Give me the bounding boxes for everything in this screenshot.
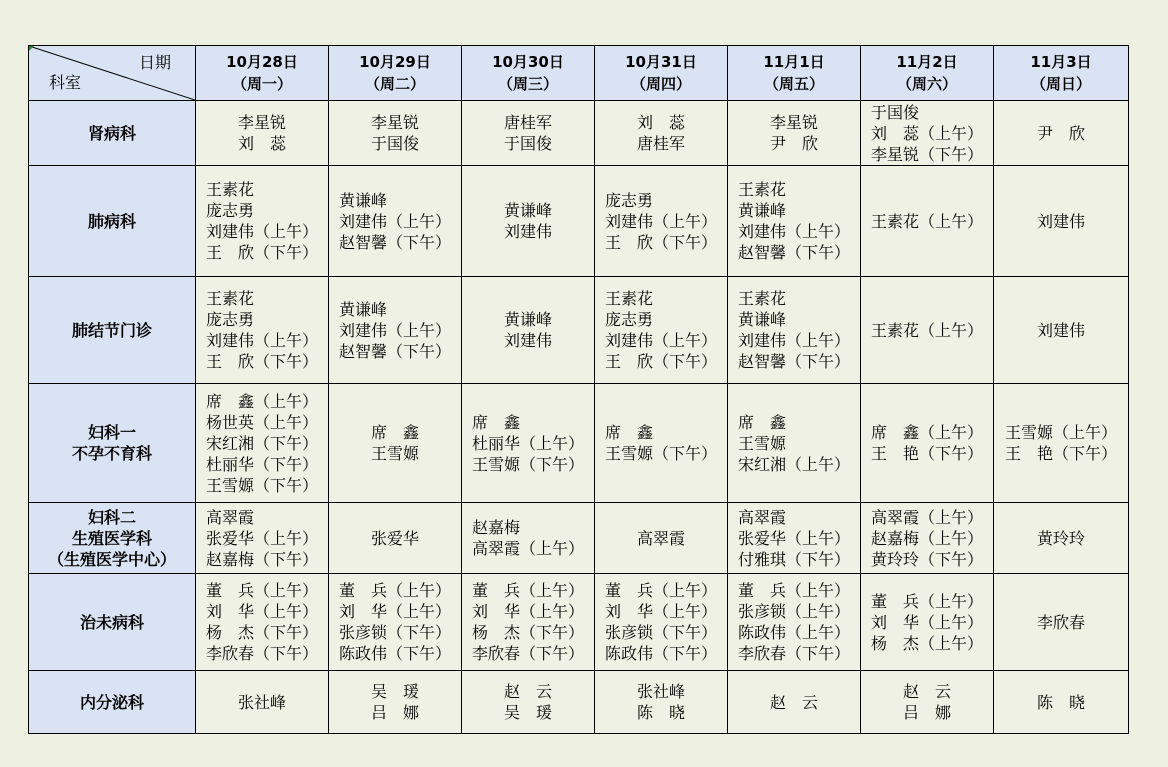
- doctor-name: 高翠霞: [636, 528, 685, 548]
- doctor-name: 杨世英（上午）: [205, 412, 318, 432]
- doctor-name: 李星锐: [237, 113, 286, 132]
- dept-label-cell: [29, 574, 196, 671]
- doctor-name: 王素花（上午）: [870, 320, 983, 340]
- table-row: [29, 384, 1129, 503]
- doctor-list: [871, 591, 983, 654]
- doctor-list: [238, 692, 286, 713]
- doctor-list: [1037, 612, 1085, 633]
- doctor-list: [738, 179, 850, 263]
- doctor-list: [472, 517, 584, 559]
- doctor-name: 黄谦峰: [338, 299, 387, 319]
- doctor-name: 于国俊: [503, 134, 552, 153]
- day-header-cell: [728, 46, 861, 101]
- doctor-cell: [329, 384, 462, 503]
- doctor-name: 李欣春: [1036, 612, 1085, 632]
- doctor-name: 赵嘉梅（上午）: [870, 528, 983, 548]
- doctor-name: 赵智馨（下午）: [737, 352, 850, 371]
- doctor-list: [371, 422, 419, 464]
- doctor-name: 刘建伟（上午）: [205, 222, 318, 241]
- doctor-name: 刘 蕊: [237, 134, 286, 153]
- doctor-name: 王素花: [737, 180, 786, 199]
- doctor-list: [472, 412, 584, 475]
- doctor-cell: [329, 503, 462, 574]
- doctor-cell: [462, 277, 595, 384]
- doctor-name: 席 鑫: [471, 412, 520, 432]
- doctor-list: [206, 391, 318, 496]
- dept-name: 妇科一: [87, 423, 136, 442]
- doctor-list: [871, 211, 983, 232]
- doctor-cell: [861, 101, 994, 166]
- doctor-name: 杜丽华（下午）: [205, 454, 318, 474]
- header-row: [29, 46, 1129, 101]
- doctor-list: [206, 580, 318, 664]
- dept-label-cell: [29, 503, 196, 574]
- doctor-name: 刘 华（上午）: [870, 612, 983, 632]
- day-weekday: （周一）: [231, 75, 292, 93]
- doctor-name: 杨 杰（下午）: [205, 623, 318, 642]
- dept-name: 妇科二: [87, 507, 136, 527]
- doctor-name: 刘 华（上午）: [338, 602, 451, 621]
- doctor-name: 赵智馨（下午）: [338, 341, 451, 361]
- doctor-cell: [994, 101, 1129, 166]
- doctor-name: 高翠霞: [205, 507, 254, 527]
- doctor-name: 黄谦峰: [503, 310, 552, 329]
- doctor-name: 刘建伟: [1036, 211, 1085, 231]
- day-weekday: （周三）: [497, 75, 558, 93]
- doctor-list: [339, 190, 451, 253]
- doctor-name: 庞志勇: [604, 310, 653, 329]
- doctor-name: 王 欣（下午）: [604, 232, 717, 252]
- doctor-name: 杨 杰（下午）: [471, 623, 584, 642]
- doctor-name: 张彦锁（下午）: [338, 623, 451, 642]
- table-row: [29, 277, 1129, 384]
- doctor-name: 赵嘉梅: [471, 518, 520, 537]
- doctor-name: 王 艳（下午）: [1004, 444, 1117, 463]
- doctor-list: [1037, 320, 1085, 341]
- doctor-name: 赵智馨（下午）: [737, 243, 850, 262]
- doctor-name: 刘 华（上午）: [604, 602, 717, 621]
- doctor-name: 张社峰: [237, 692, 286, 712]
- doctor-name: 张爱华（上午）: [205, 528, 318, 548]
- doctor-name: 王素花: [205, 180, 254, 199]
- doctor-name: 尹 欣: [769, 134, 818, 153]
- doctor-name: 王素花: [737, 289, 786, 308]
- doctor-name: 唐桂军: [636, 134, 685, 153]
- doctor-name: 李星锐: [769, 113, 818, 132]
- doctor-name: 刘建伟: [503, 222, 552, 241]
- doctor-name: 陈 晓: [636, 703, 685, 722]
- doctor-cell: [595, 574, 728, 671]
- doctor-name: 付雅琪（下午）: [737, 549, 850, 569]
- doctor-list: [1037, 211, 1085, 232]
- doctor-list: [903, 681, 951, 723]
- day-weekday: （周六）: [896, 75, 957, 93]
- doctor-cell: [728, 101, 861, 166]
- doctor-name: 王雪嫄（下午）: [604, 444, 717, 463]
- doctor-name: 高翠霞: [737, 507, 786, 527]
- doctor-cell: [196, 277, 329, 384]
- doctor-cell: [595, 101, 728, 166]
- doctor-name: 赵 云: [503, 682, 552, 701]
- doctor-list: [371, 528, 419, 549]
- doctor-name: 赵嘉梅（下午）: [205, 549, 318, 569]
- doctor-name: 刘建伟（上午）: [737, 331, 850, 350]
- dept-label-cell: [29, 166, 196, 277]
- doctor-cell: [329, 166, 462, 277]
- doctor-cell: [994, 503, 1129, 574]
- doctor-list: [871, 507, 983, 570]
- dept-name: （生殖医学中心）: [47, 549, 176, 569]
- duty-schedule-table: [28, 45, 1129, 734]
- doctor-list: [371, 112, 419, 154]
- doctor-list: [871, 320, 983, 341]
- table-row: [29, 671, 1129, 734]
- doctor-name: 刘建伟（上午）: [604, 211, 717, 231]
- corner-header-cell: [29, 46, 196, 101]
- doctor-name: 陈 晓: [1036, 692, 1085, 712]
- day-header-cell: [462, 46, 595, 101]
- doctor-list: [504, 309, 552, 351]
- doctor-cell: [861, 277, 994, 384]
- doctor-name: 李欣春（下午）: [737, 644, 850, 663]
- cell-marker-icon: [29, 46, 34, 51]
- doctor-cell: [462, 384, 595, 503]
- doctor-list: [605, 190, 717, 253]
- doctor-list: [605, 422, 717, 464]
- doctor-list: [504, 112, 552, 154]
- doctor-name: 赵 云: [769, 692, 818, 712]
- doctor-list: [206, 179, 318, 263]
- day-weekday: （周日）: [1030, 75, 1091, 93]
- doctor-cell: [462, 671, 595, 734]
- doctor-cell: [994, 671, 1129, 734]
- doctor-name: 王雪嫄（下午）: [205, 475, 318, 495]
- doctor-cell: [861, 671, 994, 734]
- doctor-name: 刘 蕊: [636, 113, 685, 132]
- doctor-cell: [994, 166, 1129, 277]
- doctor-name: 王 艳（下午）: [870, 444, 983, 463]
- doctor-name: 宋红湘（下午）: [205, 433, 318, 453]
- doctor-name: 黄谦峰: [737, 201, 786, 220]
- doctor-name: 董 兵（上午）: [870, 591, 983, 611]
- doctor-name: 高翠霞（上午）: [471, 539, 584, 558]
- doctor-name: 王素花: [205, 289, 254, 308]
- doctor-name: 张爱华: [370, 528, 419, 548]
- doctor-name: 庞志勇: [604, 190, 653, 210]
- doctor-name: 王雪嫄: [737, 433, 786, 453]
- doctor-name: 赵智馨（下午）: [338, 232, 451, 252]
- doctor-name: 陈政伟（下午）: [338, 644, 451, 663]
- corner-dept-label: 科室: [49, 73, 82, 92]
- doctor-cell: [861, 384, 994, 503]
- doctor-name: 董 兵（上午）: [338, 581, 451, 600]
- doctor-list: [605, 288, 717, 372]
- doctor-list: [637, 112, 685, 154]
- doctor-name: 刘建伟（上午）: [338, 320, 451, 340]
- day-weekday: （周二）: [364, 75, 425, 93]
- doctor-cell: [196, 384, 329, 503]
- day-date: 10月31日: [625, 53, 697, 71]
- day-header-cell: [196, 46, 329, 101]
- doctor-list: [504, 200, 552, 242]
- doctor-name: 于国俊: [370, 134, 419, 153]
- doctor-name: 董 兵（上午）: [604, 581, 717, 600]
- doctor-name: 黄谦峰: [737, 310, 786, 329]
- doctor-name: 王素花: [604, 289, 653, 308]
- doctor-name: 杜丽华（上午）: [471, 433, 584, 453]
- doctor-cell: [595, 384, 728, 503]
- doctor-name: 陈政伟（上午）: [737, 623, 850, 642]
- doctor-list: [504, 681, 552, 723]
- doctor-name: 刘建伟（上午）: [737, 222, 850, 241]
- doctor-name: 刘 华（上午）: [205, 602, 318, 621]
- doctor-name: 张爱华（上午）: [737, 528, 850, 548]
- doctor-cell: [861, 503, 994, 574]
- doctor-cell: [728, 384, 861, 503]
- doctor-list: [637, 528, 685, 549]
- dept-label-cell: [29, 384, 196, 503]
- doctor-name: 张社峰: [636, 682, 685, 701]
- doctor-name: 杨 杰（上午）: [870, 633, 983, 653]
- doctor-name: 王 欣（下午）: [205, 243, 318, 262]
- doctor-cell: [329, 671, 462, 734]
- doctor-name: 黄谦峰: [338, 190, 387, 210]
- doctor-name: 王 欣（下午）: [205, 352, 318, 371]
- doctor-name: 王雪嫄（下午）: [471, 454, 584, 474]
- doctor-name: 吴 瑗: [503, 703, 552, 722]
- doctor-list: [738, 288, 850, 372]
- day-weekday: （周五）: [763, 75, 824, 93]
- day-date: 11月2日: [896, 53, 958, 71]
- doctor-name: 吕 娜: [902, 703, 951, 722]
- doctor-name: 张彦锁（上午）: [737, 602, 850, 621]
- doctor-name: 刘建伟: [503, 331, 552, 350]
- dept-label-cell: [29, 277, 196, 384]
- dept-name: 生殖医学科: [71, 528, 152, 548]
- doctor-name: 刘建伟: [1036, 320, 1085, 340]
- dept-label-cell: [29, 101, 196, 166]
- day-header-cell: [861, 46, 994, 101]
- table-body: [29, 101, 1129, 734]
- doctor-list: [371, 681, 419, 723]
- doctor-name: 席 鑫（上午）: [870, 423, 983, 442]
- doctor-name: 刘 华（上午）: [471, 602, 584, 621]
- doctor-list: [1005, 422, 1117, 464]
- doctor-cell: [595, 503, 728, 574]
- doctor-cell: [861, 166, 994, 277]
- dept-name: 肾病科: [87, 123, 136, 143]
- doctor-name: 宋红湘（上午）: [737, 454, 850, 474]
- doctor-name: 黄玲玲: [1036, 528, 1085, 548]
- doctor-name: 董 兵（上午）: [737, 581, 850, 600]
- table-header: [29, 46, 1129, 101]
- day-header-cell: [994, 46, 1129, 101]
- doctor-name: 庞志勇: [205, 310, 254, 329]
- doctor-name: 黄谦峰: [503, 201, 552, 220]
- dept-name: 治未病科: [79, 612, 144, 632]
- doctor-list: [472, 580, 584, 664]
- doctor-cell: [196, 166, 329, 277]
- doctor-cell: [728, 503, 861, 574]
- table-row: [29, 101, 1129, 166]
- doctor-name: 张彦锁（下午）: [604, 623, 717, 642]
- day-header-cell: [595, 46, 728, 101]
- doctor-list: [738, 507, 850, 570]
- doctor-cell: [329, 101, 462, 166]
- corner-date-label: 日期: [138, 53, 171, 72]
- doctor-cell: [462, 101, 595, 166]
- doctor-list: [871, 422, 983, 464]
- day-date: 11月3日: [1030, 53, 1092, 71]
- doctor-cell: [728, 671, 861, 734]
- doctor-name: 黄玲玲（下午）: [870, 549, 983, 569]
- day-date: 10月30日: [492, 53, 564, 71]
- dept-name: 不孕不育科: [71, 444, 152, 463]
- doctor-list: [1037, 123, 1085, 144]
- doctor-cell: [728, 277, 861, 384]
- doctor-list: [738, 412, 850, 475]
- doctor-name: 庞志勇: [205, 201, 254, 220]
- dept-label-cell: [29, 671, 196, 734]
- doctor-cell: [196, 503, 329, 574]
- doctor-name: 李欣春（下午）: [471, 644, 584, 663]
- doctor-cell: [994, 384, 1129, 503]
- doctor-list: [605, 580, 717, 664]
- table-row: [29, 166, 1129, 277]
- doctor-cell: [595, 277, 728, 384]
- day-weekday: （周四）: [630, 75, 691, 93]
- doctor-list: [738, 580, 850, 664]
- doctor-name: 刘建伟（上午）: [205, 331, 318, 350]
- doctor-name: 席 鑫: [604, 423, 653, 442]
- doctor-cell: [728, 574, 861, 671]
- day-date: 11月1日: [763, 53, 825, 71]
- doctor-name: 王雪嫄: [370, 444, 419, 463]
- table-row: [29, 503, 1129, 574]
- doctor-name: 董 兵（上午）: [205, 581, 318, 600]
- doctor-cell: [994, 574, 1129, 671]
- dept-name: 肺病科: [87, 211, 136, 231]
- doctor-list: [637, 681, 685, 723]
- doctor-name: 刘建伟（上午）: [338, 211, 451, 231]
- doctor-name: 席 鑫（上午）: [205, 391, 318, 411]
- doctor-cell: [196, 574, 329, 671]
- doctor-name: 王素花（上午）: [870, 211, 983, 231]
- doctor-name: 李欣春（下午）: [205, 644, 318, 663]
- doctor-name: 王 欣（下午）: [604, 352, 717, 371]
- doctor-name: 李星锐: [370, 113, 419, 132]
- doctor-name: 陈政伟（下午）: [604, 644, 717, 663]
- doctor-name: 董 兵（上午）: [471, 581, 584, 600]
- doctor-list: [770, 692, 818, 713]
- doctor-name: 吴 瑗: [370, 682, 419, 701]
- doctor-name: 席 鑫: [737, 412, 786, 432]
- doctor-name: 吕 娜: [370, 703, 419, 722]
- doctor-list: [871, 102, 983, 165]
- doctor-cell: [595, 671, 728, 734]
- dept-name: 内分泌科: [79, 692, 144, 712]
- doctor-list: [339, 299, 451, 362]
- doctor-list: [206, 288, 318, 372]
- doctor-cell: [196, 101, 329, 166]
- table-row: [29, 574, 1129, 671]
- doctor-name: 于国俊: [870, 102, 919, 122]
- doctor-name: 李星锐（下午）: [870, 144, 983, 164]
- doctor-name: 席 鑫: [370, 423, 419, 442]
- doctor-cell: [329, 574, 462, 671]
- doctor-list: [238, 112, 286, 154]
- doctor-cell: [462, 503, 595, 574]
- doctor-list: [1037, 528, 1085, 549]
- doctor-cell: [462, 166, 595, 277]
- doctor-name: 尹 欣: [1036, 123, 1085, 143]
- doctor-cell: [728, 166, 861, 277]
- doctor-name: 刘 蕊（上午）: [870, 123, 983, 143]
- doctor-list: [206, 507, 318, 570]
- doctor-list: [339, 580, 451, 664]
- doctor-cell: [595, 166, 728, 277]
- doctor-cell: [861, 574, 994, 671]
- day-date: 10月29日: [359, 53, 431, 71]
- day-date: 10月28日: [226, 53, 298, 71]
- day-header-cell: [329, 46, 462, 101]
- doctor-list: [770, 112, 818, 154]
- dept-name: 肺结节门诊: [71, 320, 152, 340]
- doctor-name: 高翠霞（上午）: [870, 507, 983, 527]
- doctor-name: 唐桂军: [503, 113, 552, 132]
- doctor-name: 刘建伟（上午）: [604, 331, 717, 350]
- doctor-cell: [994, 277, 1129, 384]
- doctor-cell: [196, 671, 329, 734]
- doctor-cell: [329, 277, 462, 384]
- doctor-list: [1037, 692, 1085, 713]
- doctor-name: 王雪嫄（上午）: [1004, 423, 1117, 442]
- doctor-cell: [462, 574, 595, 671]
- doctor-name: 赵 云: [902, 682, 951, 701]
